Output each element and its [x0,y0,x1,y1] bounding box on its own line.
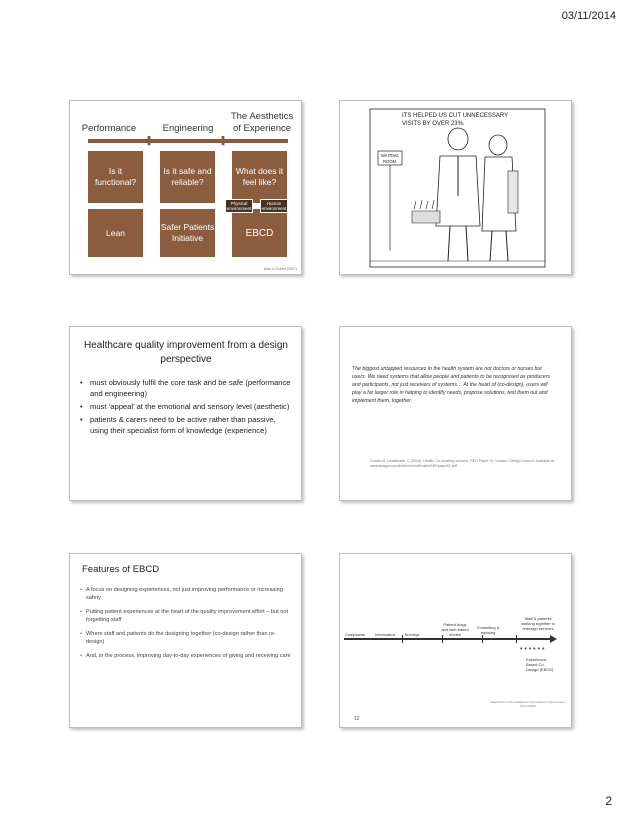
bullet-item: • Putting patient experiences at the heart of the quality improvement effort – but not forgetting staff [80,608,292,624]
source-note: Bate & Robert (2007) [263,267,297,271]
source-note: Adapted from the Institute for Innovation & Improvement, NHS (2009) [490,700,566,708]
slide-features-ebcd [69,553,302,728]
plus-icon: ✚ [144,134,155,148]
cartoon-caption-line2: VISITS BY OVER 23%. [402,121,465,127]
dotted-continuation-icon: • • • • • • [520,646,545,653]
bullet-item: • A focus on designing experiences, not just improving performance or increasing safety [80,586,292,602]
tick-mark [442,635,443,643]
label-consulting: Consulting & advising [476,625,500,635]
sign-waiting: WAITING [381,153,399,158]
connector-bar [88,139,288,143]
bullet-item: • patients & carers need to be active rather than passive, using their specialist form of knowledge (experience) [80,414,292,436]
tick-mark [402,635,403,643]
box-physical-environment: Physical environment [226,201,252,211]
page-number: 2 [605,794,612,808]
slide-quote [339,326,572,501]
header-date: 03/11/2014 [561,10,616,22]
tick-mark [516,635,517,643]
slide-engagement-spectrum [339,553,572,728]
box-what-does-it-feel-like: What does it feel like? [232,151,287,203]
spectrum-arrow [344,638,552,640]
bullet-item: • Where staff and patients do the designing together (co-design rather than re-design) [80,630,292,646]
bullet-item: • must obviously fulfil the core task and be safe (performance and engineering) [80,377,292,399]
column-title-engineering: Engineering [162,123,214,134]
slide-title: Healthcare quality improvement from a design perspective [84,340,288,365]
box-is-it-safe: Is it safe and reliable? [160,151,215,203]
label-surveys: Surveys [404,632,420,637]
label-staff-patients: Staff & patients working together to redesign services [520,616,556,631]
slide-experience-framework [69,100,302,275]
plus-icon: ✚ [218,134,229,148]
box-lean: Lean [88,209,143,257]
sign-room: ROOM [383,159,397,164]
quote-text: The biggest untapped resources in the health system are not doctors or nurses but users. We need systems that allow people and patients to be recognised as producers and participants, not just receivers of systems… At the heart of (co-design), users will play a far larger role in helping to identify needs, propose solutions, test them out and implement them, together. [352,366,551,404]
arrow-head-icon [550,635,557,643]
bullet-list [80,586,292,666]
slide-design-perspective [69,326,302,501]
column-title-aesthetics: The Aesthetics of Experience [230,111,294,134]
label-information: Information [374,632,395,637]
label-ebcd: Experience-Based Co-Design (EBCD) [526,657,554,672]
slide-number: 12 [354,716,360,722]
slide-title: Features of EBCD [82,564,160,575]
tick-mark [482,635,483,643]
column-title-performance: Performance [81,123,137,134]
box-safer-patients: Safer Patients Initiative [160,209,215,257]
box-human-environment: Human environment [261,201,287,211]
quote-citation: Cottam H, Leadbeater, C (2004). Health: Co-creating services. RED Paper 01. London: Design Council. Available at www.designcouncil.info/mt/red/health/REDpaper01.pdf [370,459,554,468]
label-complaints: Complaints [344,632,365,637]
cartoon-illustration [340,101,571,274]
cartoon-caption-line1: ITS HELPED US CUT UNNECESSARY [402,113,509,119]
box-is-it-functional: Is it functional? [88,151,143,203]
bullet-item: • And, in the process, improving day-to-day experiences of giving and receiving care [80,652,292,660]
bullet-item: • must ‘appeal’ at the emotional and sensory level (aesthetic) [80,401,292,412]
label-patient-blogs: Patient blogs and web-based stories [441,622,469,637]
box-ebcd: EBCD [232,209,287,257]
slide-cartoon [339,100,572,275]
bullet-list [80,377,292,438]
